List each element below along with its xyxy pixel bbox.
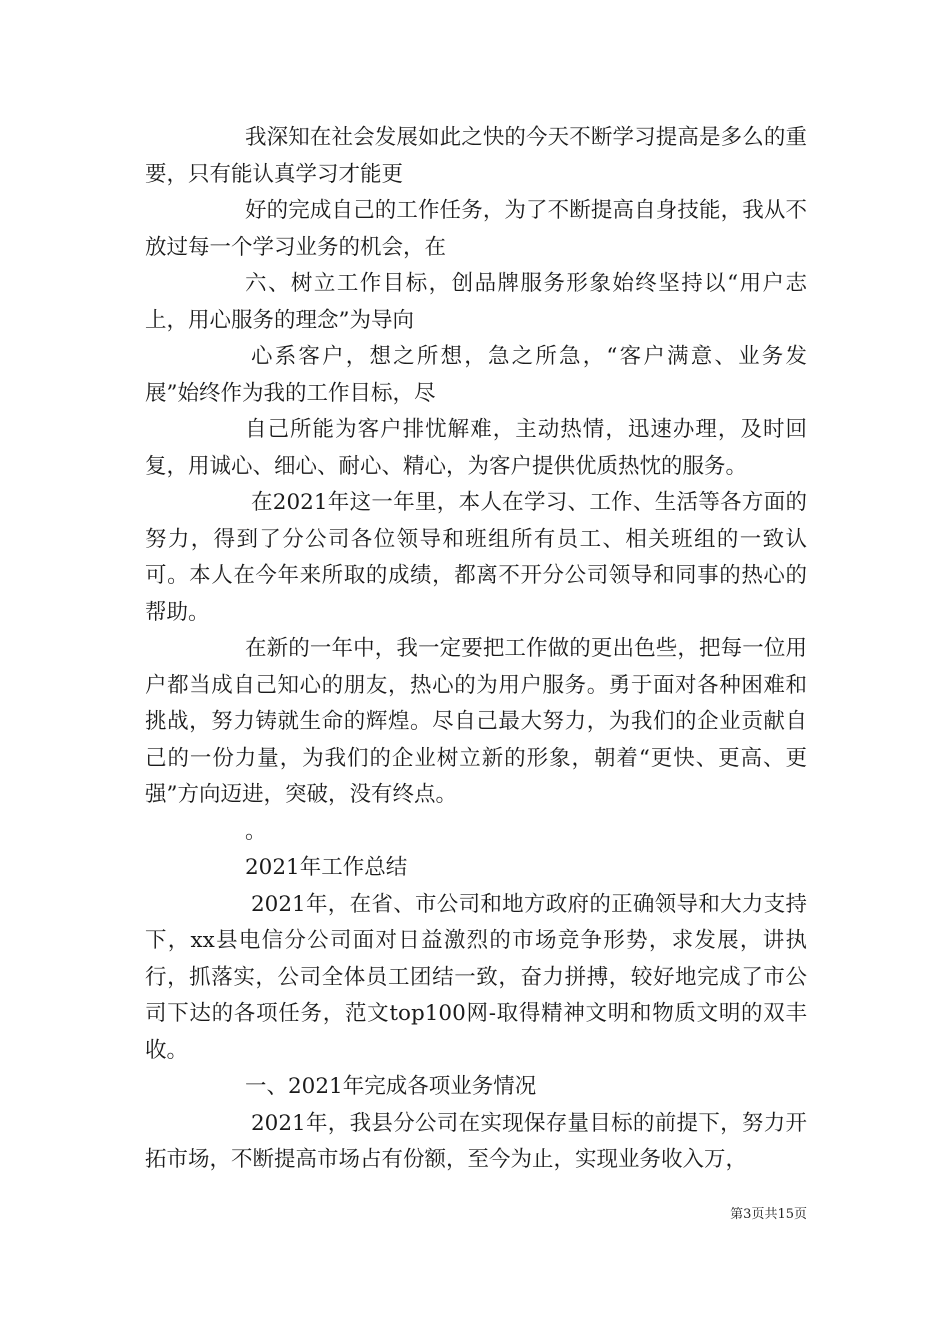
subsection-title: 一、2021年完成各项业务情况 — [245, 1074, 537, 1099]
paragraph-3: 六、树立工作目标，创品牌服务形象始终坚持以“用户志上，用心服务的理念”为导向 — [145, 271, 807, 333]
document-body — [145, 120, 807, 1179]
paragraph-8: 。 — [245, 818, 267, 844]
page-number: 第3页共15页 — [730, 1207, 807, 1222]
paragraph-2: 好的完成自己的工作任务，为了不断提高自身技能，我从不放过每一个学习业务的机会，在 — [145, 198, 807, 260]
paragraph-7: 在新的一年中，我一定要把工作做的更出色些，把每一位用户都当成自己知心的朋友，热心的为用户服务。勇于面对各种困难和挑战，努力铸就生命的辉煌。尽自己最大努力，为我们的企业贡献自己的一份力量，为我们的企业树立新的形象，朝着“更快、更高、更强”方向迈进，突破，没有终点。 — [145, 636, 807, 807]
paragraph-9: 2021年，在省、市公司和地方政府的正确领导和大力支持下，xx县电信分公司面对日益激烈的市场竞争形势，求发展，讲执行，抓落实，公司全体员工团结一致，奋力拼搏，较好地完成了市公司下达的各项任务，范文top100网-取得精神文明和物质文明的双丰收。 — [145, 891, 807, 1063]
paragraph-6: 在2021年这一年里，本人在学习、工作、生活等各方面的努力，得到了分公司各位领导和班组所有员工、相关班组的一致认可。本人在今年来所取的成绩，都离不开分公司领导和同事的热心的帮助。 — [145, 490, 807, 625]
paragraph-10: 2021年，我县分公司在实现保存量目标的前提下，努力开拓市场，不断提高市场占有份额，至今为止，实现业务收入万， — [145, 1110, 807, 1172]
paragraph-5: 自己所能为客户排忧解难，主动热情，迅速办理，及时回复，用诚心、细心、耐心、精心，为客户提供优质热忱的服务。 — [145, 417, 807, 479]
paragraph-1: 我深知在社会发展如此之快的今天不断学习提高是多么的重要，只有能认真学习才能更 — [145, 125, 807, 187]
section-title: 2021年工作总结 — [245, 855, 408, 880]
paragraph-4: 心系客户，想之所想，急之所急，“客户满意、业务发展”始终作为我的工作目标，尽 — [145, 344, 807, 406]
